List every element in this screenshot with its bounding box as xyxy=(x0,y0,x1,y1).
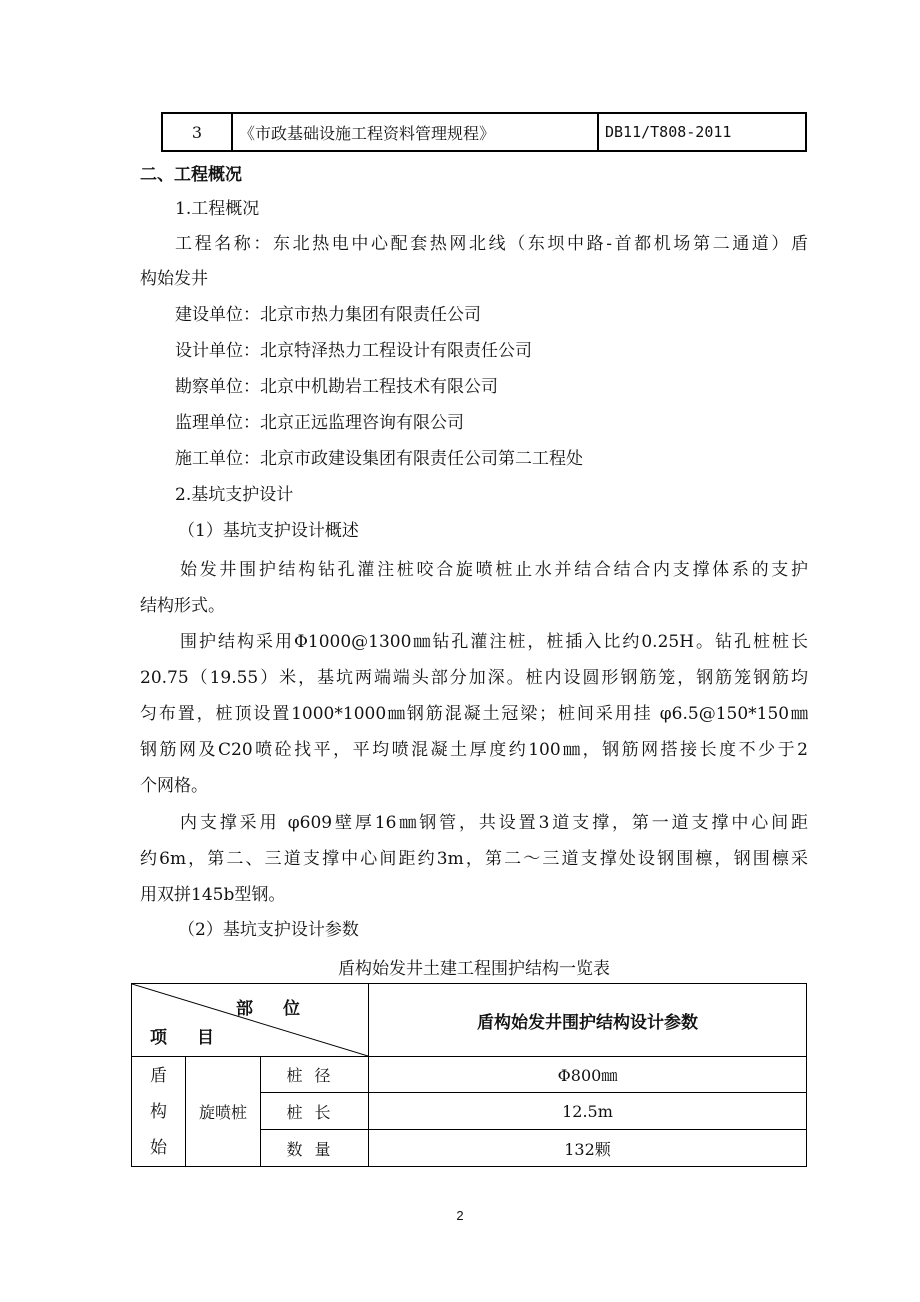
unit-survey: 勘察单位：北京中机勘岩工程技术有限公司 xyxy=(175,377,498,397)
ref-name: 《市政基础设施工程资料管理规程》 xyxy=(232,113,598,151)
unit-contractor: 施工单位：北京市政建设集团有限责任公司第二工程处 xyxy=(175,449,583,469)
unit-design: 设计单位：北京特泽热力工程设计有限责任公司 xyxy=(175,341,532,361)
ref-code: DB11/T808-2011 xyxy=(598,113,806,151)
para1-line2: 结构形式。 xyxy=(140,596,225,616)
para3-line2: 约6m，第二、三道支撑中心间距约3m，第二～三道支撑处设钢围檩，钢围檩采 xyxy=(140,849,808,869)
group-char: 盾 xyxy=(150,1065,167,1086)
para2-line4: 钢筋网及C20喷砼找平，平均喷混凝土厚度约100㎜，钢筋网搭接长度不少于2 xyxy=(140,740,808,760)
header-part-label: 部位 xyxy=(236,999,330,1019)
section-title: 二、工程概况 xyxy=(140,165,242,185)
table-caption: 盾构始发井土建工程围护结构一览表 xyxy=(338,959,610,979)
ref-no: 3 xyxy=(162,113,232,151)
para2-line2: 20.75（19.55）米，基坑两端端头部分加深。桩内设圆形钢筋笼，钢筋笼钢筋均 xyxy=(140,668,808,688)
project-name-line2: 构始发井 xyxy=(140,269,208,289)
page-number: 2 xyxy=(456,1208,464,1223)
table-row xyxy=(162,113,806,151)
table-row xyxy=(132,1057,807,1093)
group-label xyxy=(132,1057,186,1167)
subheading-support-design: 2.基坑支护设计 xyxy=(175,485,294,505)
para1-line1: 始发井围护结构钻孔灌注桩咬合旋喷桩止水并结合结合内支撑体系的支护 xyxy=(180,560,808,580)
para2-line3: 匀布置，桩顶设置1000*1000㎜钢筋混凝土冠梁；桩间采用挂 φ6.5@150*150㎜ xyxy=(140,704,808,724)
unit-supervision: 监理单位：北京正远监理咨询有限公司 xyxy=(175,413,464,433)
para2-line1: 围护结构采用Φ1000@1300㎜钻孔灌注桩，桩插入比约0.25H。钻孔桩桩长 xyxy=(180,632,808,652)
subheading-support-overview: （1）基坑支护设计概述 xyxy=(178,521,359,541)
project-name-line1: 工程名称：东北热电中心配套热网北线（东坝中路-首都机场第二通道）盾 xyxy=(175,234,808,254)
group-char: 始 xyxy=(150,1137,167,1158)
header-params-label: 盾构始发井围护结构设计参数 xyxy=(369,984,807,1057)
table-header-row xyxy=(132,984,807,1057)
para3-line1: 内支撑采用 φ609壁厚16㎜钢管，共设置3道支撑，第一道支撑中心间距 xyxy=(180,813,808,833)
header-item-label: 项目 xyxy=(150,1028,244,1048)
parameter-table xyxy=(131,983,807,1167)
group-char: 构 xyxy=(150,1101,167,1122)
header-diagonal-cell xyxy=(132,984,369,1057)
para2-line5: 个网格。 xyxy=(140,776,208,796)
subheading-overview: 1.工程概况 xyxy=(175,199,260,219)
row-value: 12.5m xyxy=(369,1093,807,1130)
row-item: 数量 xyxy=(261,1130,369,1167)
row-item: 桩长 xyxy=(261,1093,369,1130)
unit-construction: 建设单位：北京市热力集团有限责任公司 xyxy=(175,305,481,325)
subgroup-label: 旋喷桩 xyxy=(186,1057,261,1167)
row-value: 132颗 xyxy=(369,1130,807,1167)
para3-line3: 用双拼145b型钢。 xyxy=(140,885,286,905)
reference-table xyxy=(161,112,807,152)
subheading-support-params: （2）基坑支护设计参数 xyxy=(178,920,359,940)
row-item: 桩径 xyxy=(261,1057,369,1093)
row-value: Φ800㎜ xyxy=(369,1057,807,1093)
